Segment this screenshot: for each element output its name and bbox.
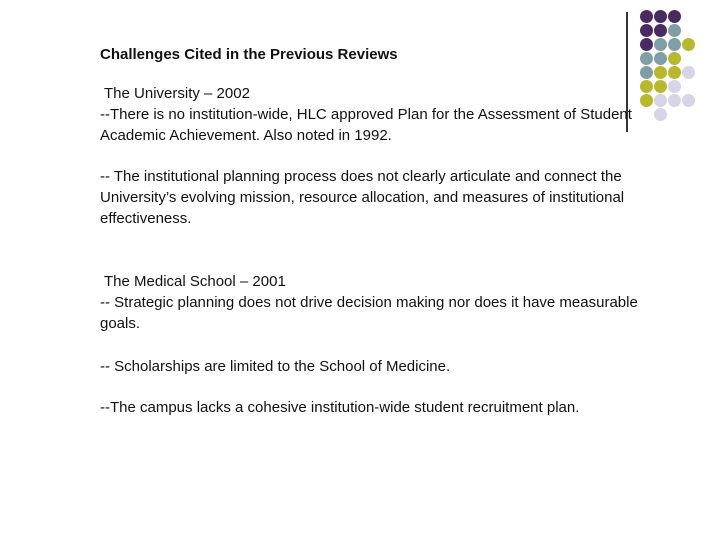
slide-content [100,44,660,418]
medical-school-point-3: --The campus lacks a cohesive institution-wide student recruitment plan. [100,399,580,416]
dot-icon [668,38,681,51]
slide-title: Challenges Cited in the Previous Reviews [100,46,398,63]
dot-icon [640,24,653,37]
dot-icon [654,24,667,37]
dot-icon [668,24,681,37]
dot-icon [682,66,695,79]
university-heading: The University – 2002 [104,85,250,102]
dot-icon [640,10,653,23]
university-point-1: --There is no institution-wide, HLC approved Plan for the Assessment of Student Academic Achievement. Also noted in 1992. [100,106,632,144]
dot-icon [668,52,681,65]
dot-icon [668,10,681,23]
dot-icon [668,66,681,79]
dot-icon [668,94,681,107]
university-point-2: -- The institutional planning process does not clearly articulate and connect the University’s evolving mission, resource allocation, and measures of institutional effectiveness. [100,168,625,227]
medical-school-point-1: -- Strategic planning does not drive decision making nor does it have measurable goals. [100,294,638,332]
dot-icon [654,10,667,23]
medical-school-heading: The Medical School – 2001 [104,273,286,290]
dot-icon [682,38,695,51]
dot-icon [682,94,695,107]
dot-icon [668,80,681,93]
medical-school-point-2: -- Scholarships are limited to the School of Medicine. [100,358,451,375]
